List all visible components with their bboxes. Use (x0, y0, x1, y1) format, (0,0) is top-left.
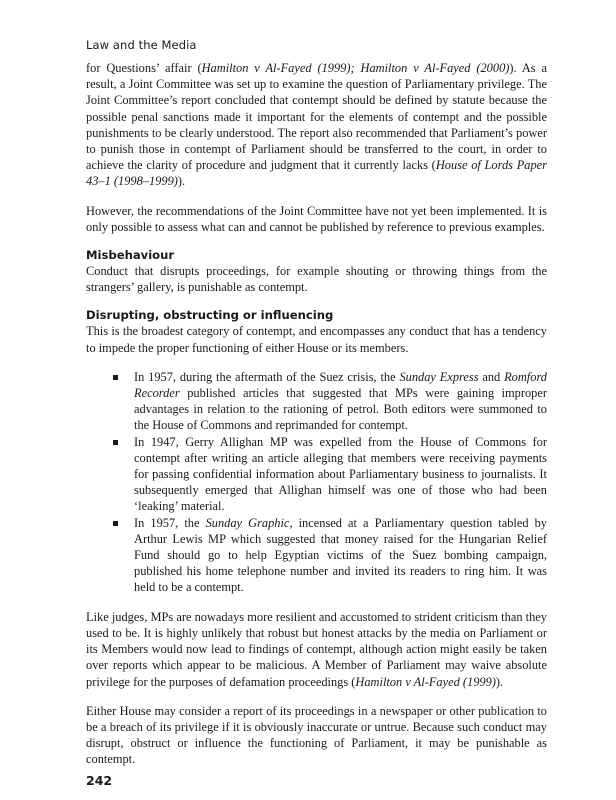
paragraph-breach-of-privilege: Either House may consider a report of its proceedings in a newspaper or other publication to be a breach of its privilege if it is obviously inaccurate or untrue. Because such conduct may disrupt, obstruct or influence the functioning of Parliament, it may be punishable as contempt. (86, 703, 547, 767)
paragraph-mps-resilient (86, 609, 547, 690)
publication-title: Sunday Graphic (205, 515, 290, 530)
text-run: ). (177, 174, 186, 189)
book-page (86, 38, 547, 788)
paragraph-recommendations: However, the recommendations of the Joint Committee have not yet been implemented. It is only possible to assess what can and cannot be published by reference to previous examples. (86, 203, 547, 234)
paper-citation: House of Lords Paper 43–1 (1998–1999) (86, 158, 548, 189)
publication-title: Sunday Express (399, 369, 479, 384)
case-citation: Hamilton v Al-Fayed (1999) (355, 674, 496, 689)
square-bullet-icon (113, 521, 118, 526)
text-run: , incensed at a Parliamentary question tabled by Arthur Lewis MP which suggested that money raised for the Hungarian Relief Fund should go to help Egyptian victims of the Suez bombing campaign, published his home telephone number and invited its readers to ring him. It was held to be a contempt. (134, 515, 548, 595)
paragraph-disrupting: This is the broadest category of contempt, and encompasses any conduct that has a tendency to impede the proper functioning of either House or its members. (86, 324, 547, 355)
text-run: ). As a result, a Joint Committee was set up to examine the question of Parliamentary privilege. The Joint Committee’s report concluded that contempt should be defined by statute because the possible penal sanctions made it important for the elements of contempt and the possible punishments to be clearly understood. The report also recommended that Parliament’s power to punish those in contempt of Parliament should be transferred to the court, in order to achieve the clarity of procedure and judgment that it currently lacks ( (86, 61, 547, 173)
section-heading-disrupting: Disrupting, obstructing or influencing (86, 308, 334, 323)
running-head: Law and the Media (86, 38, 197, 52)
publication-title: Romford Recorder (134, 369, 548, 401)
text-run: for Questions’ affair ( (86, 61, 202, 75)
text-run: Like judges, MPs are nowadays more resilient and accustomed to strident criticism than they used to be. It is highly unlikely that robust but honest attacks by the media on Parliament or its Members would now lead to findings of contempt, although action might easily be taken over reports which appear to be malicious. A Member of Parliament may waive absolute privilege for the purposes of defamation proceedings ( (86, 609, 547, 689)
square-bullet-icon (113, 375, 118, 380)
case-citation: Hamilton v Al-Fayed (1999); Hamilton v Al-Fayed (2000) (201, 61, 510, 75)
list-item (134, 434, 547, 515)
text-run: In 1957, during the aftermath of the Suez crisis, the (134, 369, 400, 384)
paragraph-misbehaviour: Conduct that disrupts proceedings, for example shouting or throwing things from the strangers’ gallery, is punishable as contempt. (86, 264, 547, 295)
square-bullet-icon (113, 440, 118, 445)
text-run: published articles that suggested that MPs were gaining improper advantages in relation to the rationing of petrol. Both editors were summoned to the House of Commons and reprimanded for contempt. (134, 386, 547, 433)
text-run: and (478, 369, 505, 384)
list-item (134, 369, 547, 434)
examples-bullet-list (86, 369, 547, 596)
section-heading-misbehaviour: Misbehaviour (86, 248, 175, 263)
list-item (134, 515, 547, 596)
text-run: ). (495, 674, 504, 689)
text-run: In 1957, the (134, 515, 206, 530)
paragraph-hamilton-joint-committee (86, 60, 547, 190)
text-run: In 1947, Gerry Allighan MP was expelled from the House of Commons for contempt after writing an article alleging that members were receiving payments for passing confidential information about Parliamentary business to journalists. It subsequently emerged that Allighan himself was one of those who had been ‘leaking’ material. (134, 434, 547, 514)
page-number: 242 (86, 772, 113, 788)
